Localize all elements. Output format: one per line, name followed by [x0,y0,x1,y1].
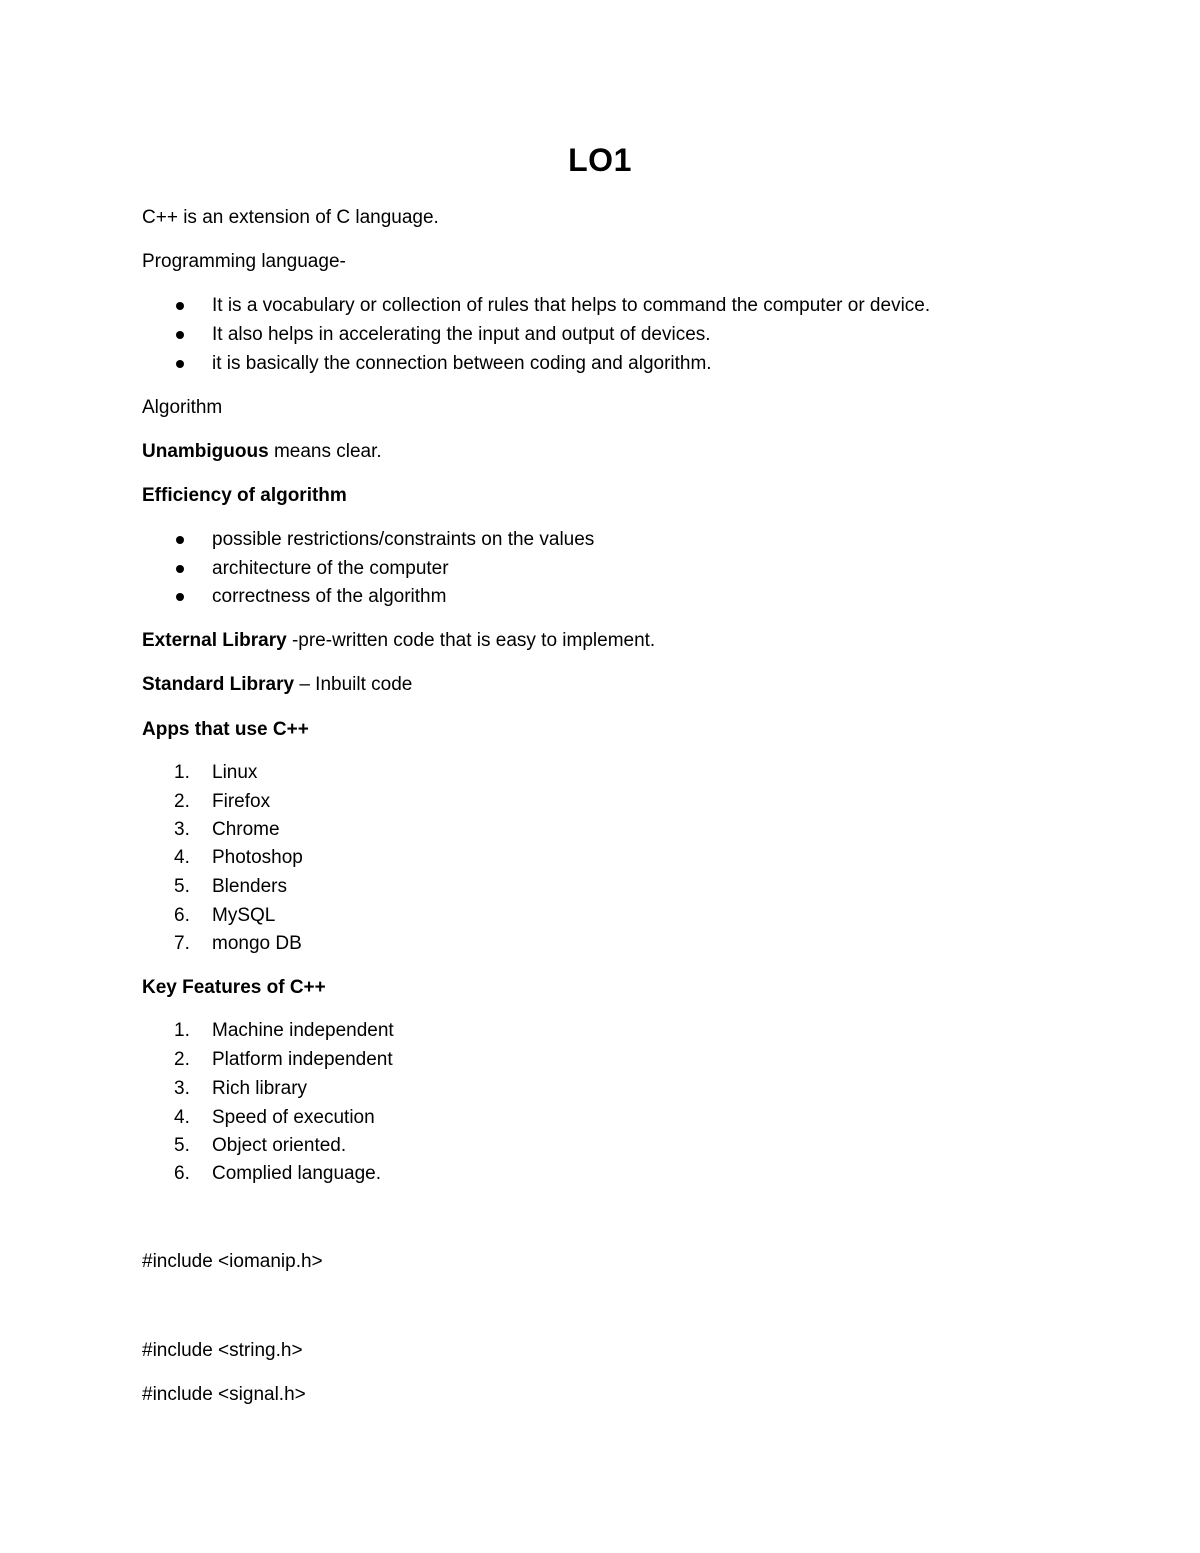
efficiency-heading: Efficiency of algorithm [142,485,347,506]
external-library-definition [142,629,655,653]
list-text: Firefox [212,791,271,812]
definition-term: External Library [142,630,287,651]
list-text: Rich library [212,1078,308,1099]
list-number: 3. [174,1078,190,1099]
include-line: #include <string.h> [142,1340,303,1361]
list-number: 7. [174,933,190,954]
list-text: Chrome [212,819,280,840]
definition-term: Unambiguous [142,441,269,462]
list-text: Platform independent [212,1049,393,1070]
bullet-icon [176,360,184,368]
list-number: 2. [174,1049,190,1070]
bullet-text: It also helps in accelerating the input and output of devices. [212,324,711,345]
apps-heading: Apps that use C++ [142,719,309,740]
list-number: 4. [174,847,190,868]
list-number: 5. [174,876,190,897]
features-heading: Key Features of C++ [142,977,326,998]
list-number: 6. [174,1163,190,1184]
page-title: LO1 [568,142,632,178]
list-text: Complied language. [212,1163,382,1184]
bullet-icon [176,302,184,310]
definition-text: means clear. [268,441,382,462]
intro-text: C++ is an extension of C language. [142,207,439,228]
list-text: Linux [212,762,258,783]
list-text: mongo DB [212,933,302,954]
list-number: 5. [174,1135,190,1156]
algorithm-label: Algorithm [142,397,223,418]
bullet-text: correctness of the algorithm [212,586,447,607]
standard-library-definition [142,673,412,697]
list-number: 1. [174,762,190,783]
list-text: Speed of execution [212,1107,375,1128]
definition-text: -pre-written code that is easy to implement. [286,630,656,651]
list-text: MySQL [212,905,276,926]
list-text: Photoshop [212,847,303,868]
list-number: 6. [174,905,190,926]
programming-heading: Programming language- [142,251,346,272]
bullet-icon [176,536,184,544]
list-text: Blenders [212,876,287,897]
bullet-text: architecture of the computer [212,558,449,579]
definition-text: – Inbuilt code [294,674,413,695]
include-line: #include <signal.h> [142,1384,306,1405]
bullet-text: it is basically the connection between coding and algorithm. [212,353,712,374]
bullet-text: It is a vocabulary or collection of rules that helps to command the computer or device. [212,295,931,316]
bullet-icon [176,593,184,601]
include-line: #include <iomanip.h> [142,1251,323,1272]
list-number: 1. [174,1020,190,1041]
list-number: 3. [174,819,190,840]
list-text: Object oriented. [212,1135,347,1156]
bullet-icon [176,565,184,573]
definition-term: Standard Library [142,674,295,695]
list-number: 4. [174,1107,190,1128]
list-number: 2. [174,791,190,812]
bullet-icon [176,331,184,339]
unambiguous-definition [142,440,382,464]
bullet-text: possible restrictions/constraints on the values [212,529,595,550]
list-text: Machine independent [212,1020,394,1041]
